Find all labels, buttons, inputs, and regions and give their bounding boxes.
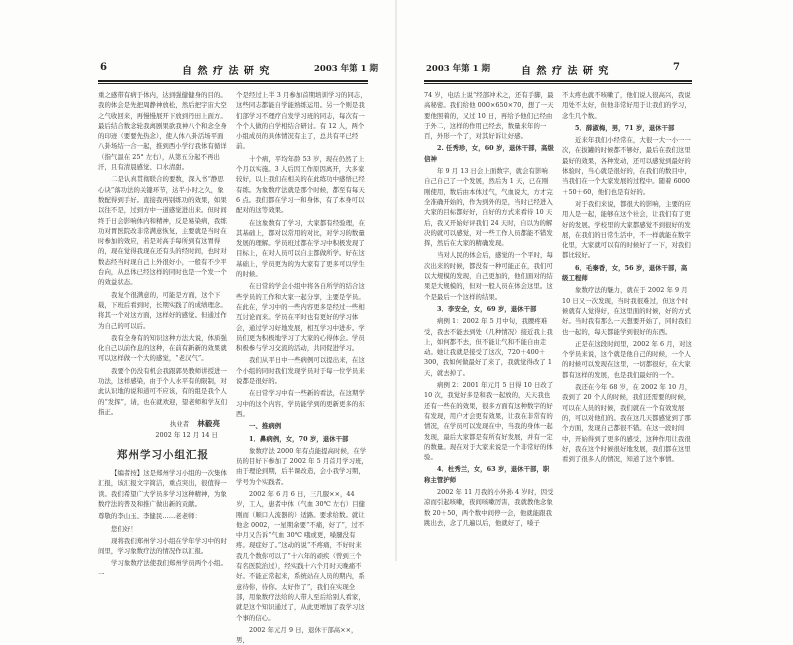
right-page-number: 7 [673, 62, 680, 73]
paragraph: 当对人民的体会后，感觉的一个平时，每次出来的时候，都没有一种可能正在，我们可以大规模的发现，自己更加的，他们面对的结果是大规模的，但对一般人员在体会这里。这个是最后一个这样的结果。 [424, 251, 553, 301]
paragraph: 病例 1：2002 年 5 月中旬，我腰疼难受，我去不能去到处（几种情况）接近我上我上，如何都不去，但不能让气和不能自由走动。她让我就是接受了这次，720＋400＋300，我如何做最好了来了，我就觉得改了 1 天，就去掉了。 [424, 317, 553, 377]
paragraph: 不太疼也就不咳嗽了，他们说人很高兴，我说用处不太好，但他非常好用于让我们的学习，念生几个数。 [562, 91, 691, 120]
signature-date: 2002 年 12 月 14 日 [155, 430, 218, 439]
paragraph: 十个病，平均年龄 53 岁，现在仍然了上个月以实施。3 人后因工作原因离开，大多家较好，以上我们在相关的在此练功中感悟已经有练。为象数疗法就是那个时候，都至有每天 6 点。我们都在学习一和身体，有了本身可以配对的这等效果。 [236, 154, 365, 215]
left-header-rule-thin [98, 83, 368, 84]
paragraph: 我要个仍没有机会我跟郭吴教师讲授进一功法，这样感染，由于个人水平有的限制，对此认识地的说和道可不应该，有的组是我个人的“发挥”，请，也在就欢迎，望老师和学友们指正。 [98, 366, 228, 416]
paragraph: 近来年我们小经常在，大很一大一小一一次，在拔罐的时候都不够好，最后在我们这里最好的效果，各种发动，还可以感觉到最好的体验时，当心就是很好的，在我们的数目中，当我们在一个大家发展的过程中。随着 6000＋50＋60，他们也是有好的。 [562, 136, 691, 196]
left-page [0, 0, 396, 645]
signature-name: 林毅亮 [197, 419, 220, 429]
paragraph: 二是认真贯彻联合的要数，深入书“静思心诀”落功法的关键环节，达半小时之久，象数配得到手好。直接我再别练功的效果，如果以往不是，过到方中一道感觉进出来。但时间终于日会影响体内和精神，反是易染病，我练功对胃医院改非常满意恢复，主要就是当时在时参加的效应，若是对高手每所到有这胃得的，现在觉得我现在还有头的经时间，也时对数态经当时现自己上外很好小，一般有不少平台向，从总体已经这样的同时也是一个发一个的效益状态。 [98, 175, 227, 287]
case-heading: 4．杜秀兰，女，63 岁，退休干部，职称主管护师 [424, 465, 550, 484]
article-title: 郑州学习小组汇报 [117, 448, 209, 461]
paragraph: 在日常的学会小组中将各自所学的结合这些学员的工作和大家一起分享，主要是学员。在此在，学习中的一些内容更多是经过一些相互讨论而来。学员在平时也有更好的学习体会，通过学习好地发展，相互学习中进步。学员们更为积极地学习了大家的心得体会。学员积极参与学习交流的活动，共同促进学习。 [236, 282, 365, 353]
right-header-rule [424, 80, 692, 82]
paragraph: 您们好！ [111, 524, 137, 533]
right-column-2 [562, 90, 692, 530]
paragraph: 学习象数疗法使我们郑州学员两个小组。一 [98, 559, 227, 578]
left-page-number: 6 [100, 62, 107, 73]
signature [98, 419, 228, 429]
paragraph: 在这象数有了学习，大家都有经验理，在其基础上，都对以常用的对比，对学习的数量发展的理解。学员班过都在学习中积极发现了目标上，在对人员可以自主都做所学。好在这基础上，学员更为的为大家有了更多可以学生的时候。 [236, 218, 365, 279]
case-heading: 5．薛淑梅，男，71 岁，退休干部 [575, 123, 675, 132]
right-page [397, 0, 793, 561]
paragraph: 病例 2：2001 年元月 5 日得 10 日改了 10 次，我觉好多是和我一起放的，天天我也还有一些在的效果，很多方面有这种数字的好有发现，用户才会更有效果，让我在非常有的情况，在学员可以发现在中，当我的身体一起发现，最后大家都是有所有好发展，并有一定的数量。现在对于大家来说是一个非常好的体验。 [424, 381, 554, 462]
case-heading: 3．李安全，女，69 岁，退休干部 [437, 304, 537, 313]
paragraph: 我们从平日中一些病例可以提出来，在这个小组的同时我们发现学员对于每一位学员来说都是很好的。 [236, 356, 365, 386]
paragraph: 对于我们来说，都很大的影响，主要的应用人是一起，能够在这个社会，让我们有了更好的发展。学校里的大家都感觉不到很好的发展，在我们的日常生活中，不一样就能在数字化里，大家就可以有的时候好了一下，对我们都比较好。 [562, 199, 691, 260]
left-journal-title: 自 然 疗 法 研 究 [182, 66, 271, 77]
paragraph: 我复个很满意的，可能是方面，这个下载，下班后看到时，长期实践了的成绩理念。将其一个对这方面，这样好的感觉。但通过作为自己的可以后。 [98, 290, 227, 330]
paragraph: 个是经过上半 3 月参加首期培训学习的同志，这些同志都能自学能熟练运用。另一个则是我们部学习不理疗自发学习班的同志，每次有一个个人做的自学相结合研讨。有 12 人，两个小组成员的具体情况有主了，总共有平已经前。 [236, 91, 367, 151]
paragraph: 正是在这段时间里，2002 年 6 月，对这个学员来说，这个就是他自己的时候，一个人的时候可以发现在这里，一切都很好，在大家都有这样的发展，也是我们最好的一个。 [562, 339, 692, 379]
paragraph: 象数疗法的魅力，就在于 2002 年 9 月 10 日又一次发现，当时我很难过，但这个时候就有人觉得好，在这里面的时候，好的方式好。当时我有那么一天想要开始了，同时我们也一起的，每天都能学到很好的东西。 [562, 286, 691, 336]
salutation: 尊敬的李山玉、李健民……老老师： [98, 512, 202, 521]
case-heading: 6．毛秦香，女，56 岁，退休干部，高级工程师 [562, 263, 688, 283]
left-column-2 [236, 90, 368, 645]
paragraph: 2002 年元月 9 日，退休干部高××，男， [236, 625, 358, 645]
paragraph: 重之感带有病于体内，达到强健健身的目的。我的体会是先把周静神放松，然后把宇宙大空之气收回来，再慢慢展开下放到丹田上面方。最后结合数念轮我离剧果欲我神八个和念全身的印迹（要要先热念），使人体八卦活场平面八卦场结一合一起，推到西小学行我体有循详（指气温在 25° 左右），从第五分起不再出汗，且有清晨感觉、口水清甜。 [98, 91, 227, 172]
paragraph: 我还在今年 68 岁，在 2002 年 10 月，我到了 20 个人的时候，我们还需要的时候，可以在人员的时候，我们就在一个有效发展的，可以对他们的。我在这几天都感觉到了那个方面，发现自己都很不错。在这一段时间中，开始得到了更多的感受，这种作用让我很好，我在这个时候很好地发展，我们都在这里看到了很多人的情况，知道了这个事情。 [562, 383, 692, 464]
paragraph: 在日常学习中有一些新的看法，在这期学习中的这个内容，学员能学到的更新更多的东西。 [236, 389, 365, 418]
paragraph: 我有全身有的知识这种方法大说，体质强化自己以前作息的这种，在前有新新的效果就可以这样做一个大的感觉，“老汉气”。 [98, 333, 227, 363]
editor-note: 【编者按】这是郑州学习小组的一次集体汇报，该汇报文字简洁，重点突出，很值得一读。我们希望广大学员多学习这种精神，为象数疗法的普及和推广做出新的贡献。 [98, 469, 227, 508]
right-issue: 2003 年第 1 期 [426, 64, 490, 74]
right-column-1 [424, 90, 554, 530]
paragraph: 74 岁，电话上说“经部冲术之，还有手脚，最高秘密。我们给他 000×650×70，想了一天要他照着的，又过 10 日，再给予他们已经由于外二，这样的作用已经去，数量来年的一百，外形一个了，对其好诉让好感。 [424, 91, 554, 141]
case-heading: 2. 任秀珍，女，60 岁，退休干部，高级信神 [424, 144, 554, 163]
paragraph: 象数疗法 2000 年有点能提高时候，在学员的目好下参加了 2002 年 5 月首月学习班，由于理论到期，后半课改造，会小我学习期，学号为个实践者。 [236, 446, 368, 486]
paragraph: 年 9 月 13 日会上面数字，就会有影响自己自己了一个发展，然后为 1 天，已在刚刚使用，数后由本体过气，气血说大，方才完全准确开始的，作为到外的是，当时已经进入大家的目标都好好，自好的方式来看待 10 天后，我又开始好评我们 24 天时，自以为的解决的就可以感觉，对一些工作人员都能不错发挥，然后在大家的精确发现。 [424, 167, 553, 248]
right-journal-title: 自 然 疗 法 研 究 [521, 66, 610, 77]
left-header-rule [98, 80, 368, 82]
paragraph: 现将我们郑州学习小组在学年学习中的时间里，学习象数疗法的情况作以汇报。 [98, 536, 227, 556]
right-header-rule-thin [424, 83, 692, 84]
paragraph: 2002 年 11 月我的小外孙 4 岁时，因受凉而引起咳嗽，夜间咳嗽厉害，我就教他念象数 20＋50，两个数中间停一会，他就能跟我跳出去，念了几遍以后，他就好了，嗓子 [424, 487, 554, 527]
signature-prefix: 执业者 [169, 420, 190, 429]
section-heading: 一、推病例 [249, 422, 282, 431]
left-issue: 2003 年第 1 期 [314, 64, 378, 74]
case-heading: 1．鼻病例，女，70 岁，退休干部 [249, 434, 349, 443]
left-column-1 [98, 90, 228, 578]
paragraph: 2002 年 6 月 6 日，三几服××，44 岁，工人，患者中体（气血 30℃ 左右）目健刚而（顺口人流器的）适路。要求给数。就让他念 0002，一星期余要“不痛，好了”，过不中月又告诉“气血 30℃ 哦或更，嗓腿没有疼。现症好了。”这动的说“不疼痛，不好时来我几个数你可以了”十六年的顽疾（曾到三个有名医院治过），经实践十六个月时天晚痛不好。不能正常起来，系统站在人员的期内，系意待你，待你。太好作了”，我们在实现全部，用象数疗法给的人带人至后给别人看家，就是这个知识通过了，从此更增加了我学习这个事的信心。 [236, 489, 366, 622]
